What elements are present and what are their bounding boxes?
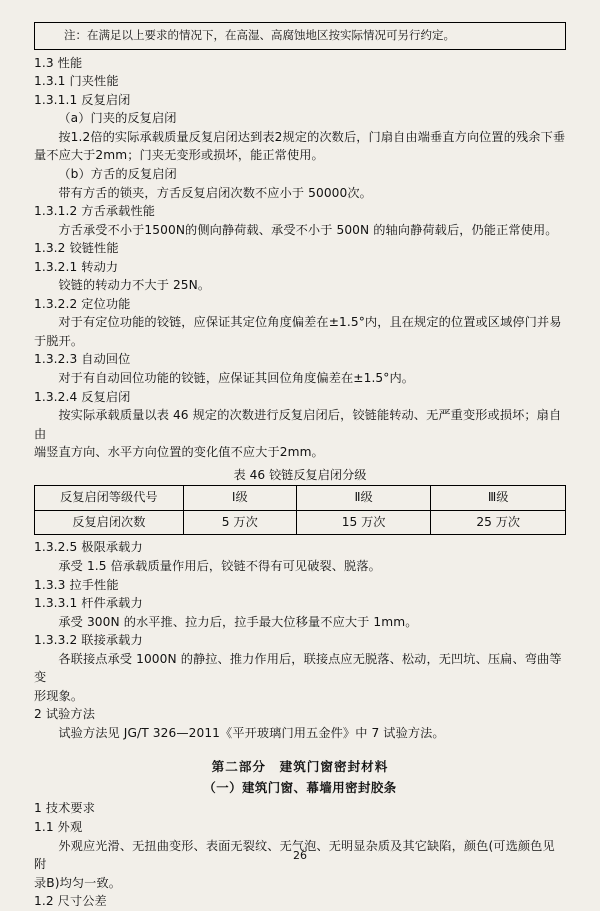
paragraph: 1.2 尺寸公差 <box>34 894 107 909</box>
table-row <box>35 510 566 535</box>
paragraph: 承受 300N 的水平推、拉力后，拉手最大位移量不应大于 1mm。 <box>58 614 418 629</box>
paragraph: 1.3.1 门夹性能 <box>34 74 119 89</box>
table-cell: 15 万次 <box>296 510 431 535</box>
paragraph: 1.1 外观 <box>34 819 83 834</box>
table-cell: 5 万次 <box>183 510 296 535</box>
paragraph: 试验方法见 JG/T 326—2011《平开玻璃门用五金件》中 7 试验方法。 <box>58 725 445 740</box>
paragraph: 方舌承受不小于1500N的侧向静荷载、承受不小于 500N 的轴向静荷载后，仍能正常使用。 <box>58 222 558 237</box>
paragraph: 1.3.2 铰链性能 <box>34 241 119 256</box>
paragraph: 端竖直方向、水平方向位置的变化值不应大于2mm。 <box>34 445 324 460</box>
body-block-1 <box>34 54 566 462</box>
table-cell: Ⅰ级 <box>183 485 296 510</box>
paragraph: 1.3.3.1 杆件承载力 <box>34 596 143 611</box>
hinge-grade-table <box>34 485 566 536</box>
table-cell: Ⅱ级 <box>296 485 431 510</box>
table-caption: 表 46 铰链反复启闭分级 <box>233 467 367 482</box>
paragraph: 1.3.2.3 自动回位 <box>34 352 131 367</box>
paragraph: 1.3.2.5 极限承载力 <box>34 540 143 555</box>
paragraph: 1.3.2.1 转动力 <box>34 259 119 274</box>
paragraph: 1.3.1.2 方舌承载性能 <box>34 204 156 219</box>
paragraph: 按1.2倍的实际承载质量反复启闭达到表2规定的次数后，门扇自由端垂直方向位置的残余下垂 <box>58 129 566 144</box>
paragraph: 各联接点承受 1000N 的静拉、推力作用后，联接点应无脱落、松动，无凹坑、压扁、弯曲等变 <box>34 651 562 685</box>
note-box <box>34 22 566 50</box>
part-subheading: （一）建筑门窗、幕墙用密封胶条 <box>203 780 397 796</box>
paragraph: 对于有自动回位功能的铰链，应保证其回位角度偏差在±1.5°内。 <box>58 370 415 385</box>
table-cell: 25 万次 <box>431 510 566 535</box>
paragraph: 铰链的转动力不大于 25N。 <box>58 278 211 293</box>
paragraph: 外观应光滑、无扭曲变形、表面无裂纹、无气泡、无明显杂质及其它缺陷，颜色(可选颜色见附 <box>34 838 555 872</box>
paragraph: 录B)均匀一致。 <box>34 875 122 890</box>
paragraph: 1.3.3.2 联接承载力 <box>34 633 143 648</box>
paragraph: 1.3.1.1 反复启闭 <box>34 92 131 107</box>
paragraph: 1.3.2.2 定位功能 <box>34 296 131 311</box>
paragraph: 对于有定位功能的铰链，应保证其定位角度偏差在±1.5°内，且在规定的位置或区域停门并易 <box>58 315 562 330</box>
paragraph: 带有方舌的锁夹，方舌反复启闭次数不应小于 50000次。 <box>58 185 372 200</box>
paragraph: 按实际承载质量以表 46 规定的次数进行反复启闭后，铰链能转动、无严重变形或损坏；扇自由 <box>34 408 562 441</box>
paragraph: 1.3.2.4 反复启闭 <box>34 389 131 404</box>
table-cell: 反复启闭等级代号 <box>35 485 184 510</box>
paragraph: 1 技术要求 <box>34 801 95 816</box>
paragraph: 2 试验方法 <box>34 707 95 722</box>
page-number: 26 <box>293 849 307 862</box>
paragraph: （b）方舌的反复启闭 <box>58 166 177 181</box>
paragraph: 于脱开。 <box>34 333 84 348</box>
paragraph: 1.3 性能 <box>34 55 83 70</box>
table-row <box>35 485 566 510</box>
paragraph: （a）门夹的反复启闭 <box>58 111 177 126</box>
part-heading: 第二部分 建筑门窗密封材料 <box>211 759 389 775</box>
body-block-2 <box>34 538 566 742</box>
paragraph: 量不应大于2mm；门夹无变形或损坏，能正常使用。 <box>34 148 324 163</box>
paragraph: 承受 1.5 倍承载质量作用后，铰链不得有可见破裂、脱落。 <box>58 558 381 573</box>
table-cell: 反复启闭次数 <box>35 510 184 535</box>
table-cell: Ⅲ级 <box>431 485 566 510</box>
paragraph: 1.3.3 拉手性能 <box>34 577 119 592</box>
paragraph: 形现象。 <box>34 688 84 703</box>
note-text: 注：在满足以上要求的情况下，在高湿、高腐蚀地区按实际情况可另行约定。 <box>64 28 455 42</box>
